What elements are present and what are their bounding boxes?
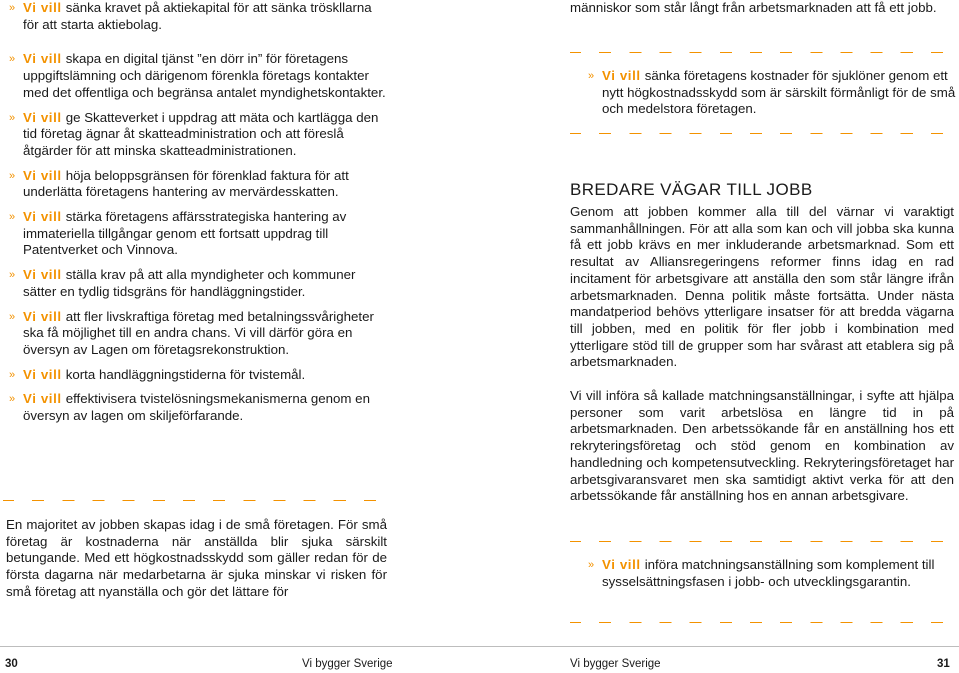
keyword: Vi vill [602, 68, 641, 83]
page-number-left: 30 [5, 658, 18, 670]
list-item [9, 267, 387, 300]
bullet-mark: » [588, 70, 595, 82]
section-heading: BREDARE VÄGAR TILL JOBB [570, 180, 813, 199]
bullet-mark: » [9, 2, 16, 14]
list-item-text: sänka kravet på aktiekapital för att sänka tröskllarna för att starta aktiebolag. [23, 0, 372, 32]
list-item [9, 168, 387, 201]
divider [570, 133, 954, 134]
list-item-text: stärka företagens affärsstrategiska hantering av immateriella tillgångar genom ett fortsatt uppdrag till Patentverket och Vinnova. [23, 209, 347, 258]
list-item-text: införa matchningsanställning som komplement till sysselsättningsfasen i jobb- och utvecklingsgarantin. [602, 557, 935, 589]
bullet-mark: » [588, 559, 595, 571]
keyword: Vi vill [23, 209, 62, 225]
list-item [9, 0, 387, 33]
keyword: Vi vill [23, 0, 62, 15]
list-item [9, 367, 387, 384]
keyword: Vi vill [23, 167, 62, 183]
divider [570, 622, 954, 623]
keyword: Vi vill [23, 267, 62, 283]
bullet-mark: » [9, 368, 16, 381]
list-item [9, 309, 387, 359]
list-item-text: korta handläggningstiderna för tvistemål. [65, 366, 306, 382]
footer-title-left: Vi bygger Sverige [302, 658, 393, 670]
list-item-text: ge Skatteverket i uppdrag att mäta och kartlägga den tid företag ägnar åt skatteadministration och att föreslå åtgärder för att minska skatteadministrationen. [23, 109, 379, 158]
bullet-mark: » [9, 269, 16, 282]
divider [3, 500, 387, 501]
list-item [9, 391, 387, 424]
keyword: Vi vill [23, 391, 62, 407]
keyword: Vi vill [23, 109, 62, 125]
body-paragraph: Vi vill införa så kallade matchningsanställningar, i syfte att hjälpa personer som varit arbetslösa en längre tid in på arbetsmarknaden. Den arbetssökande får en anställning hos ett rekryteringsföretag och stöd genom en kombination av handledning och kompetensutveckling. Rekryteringsföretaget har arbetsgivaransvaret men ska samtidigt aktivt verka för att den arbetssökande får anställning hos en annan arbetsgivare. [570, 388, 954, 504]
list-item [588, 557, 959, 590]
keyword: Vi vill [23, 366, 62, 382]
keyword: Vi vill [23, 308, 62, 324]
list-item-text: effektivisera tvistelösningsmekanismerna genom en översyn av lagen om skiljeförfarande. [23, 391, 370, 424]
bullet-mark: » [9, 111, 16, 124]
bullet-mark: » [9, 393, 16, 406]
footer-title-right: Vi bygger Sverige [570, 658, 661, 670]
list-item [9, 51, 387, 101]
list-item-text: ställa krav på att alla myndigheter och kommuner sätter en tydlig tidsgräns för handläggningstider. [23, 267, 356, 299]
list-item-text: att fler livskraftiga företag med betalningssvårigheter ska få möjlighet till en andra chans. Vi vill därför göra en översyn av Lagen om företagsrekonstruktion. [23, 308, 374, 357]
body-paragraph: Genom att jobben kommer alla till del värnar vi varaktigt sammanhållningen. För att alla som kan och vill jobba ska kunna få ett jobb krävs en mer inkluderande arbetsmarknad. Som ett resultat av Alliansregeringens reformer finns idag en rad incitament för arbetsgivare att anställa den som står längre ifrån arbetsmarknaden. Denna politik måste fortsätta. Under nästa mandatperiod behövs ytterligare insatser för att bredda vägarna till jobben, med en politik för fler jobb i kombination med ytterligare stöd till de grupper som har svårast att etablera sig på arbetsmarknaden. [570, 204, 954, 370]
bullet-mark: » [9, 310, 16, 323]
list-item-text: sänka företagens kostnader för sjuklöner genom ett nytt högkostnadsskydd som är särskilt förmånligt för de små och medelstora företagen. [602, 68, 956, 117]
divider [570, 52, 954, 53]
bullet-mark: » [9, 53, 16, 66]
list-item [588, 68, 959, 118]
keyword: Vi vill [23, 51, 62, 67]
keyword: Vi vill [602, 557, 641, 572]
list-item [9, 110, 387, 160]
list-item-text: höja beloppsgränsen för förenklad faktura för att underlätta företagens hantering av mervärdesskatten. [23, 167, 349, 200]
bullet-mark: » [9, 169, 16, 182]
page-number-right: 31 [937, 658, 950, 670]
footer-rule [0, 646, 959, 647]
body-paragraph: En majoritet av jobben skapas idag i de små företagen. För små företag är kostnaderna när anställda blir sjuka särskilt betungande. Med ett högkostnadsskydd som gäller redan för de första dagarna när medarbetarna är sjuka minskar vi risken för små företag att nyanställa och gör det lättare för [6, 517, 387, 599]
list-item-text: skapa en digital tjänst ”en dörr in” för företagens uppgiftslämning och därigenom förenkla företags kontakter med det offentliga och begränsa antalet myndighetskontakter. [23, 51, 386, 100]
list-item [9, 209, 387, 259]
divider [570, 541, 954, 542]
body-paragraph: människor som står långt från arbetsmarknaden att få ett jobb. [570, 0, 937, 15]
bullet-mark: » [9, 211, 16, 224]
